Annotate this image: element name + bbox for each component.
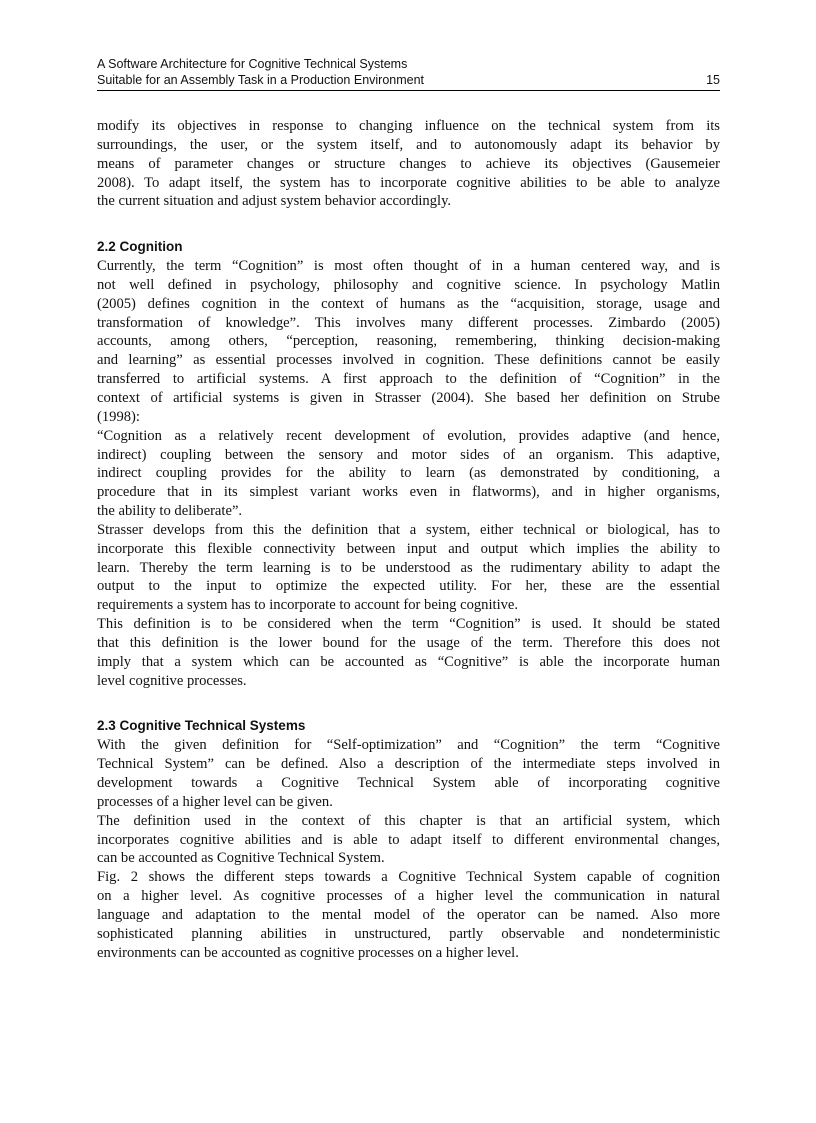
running-header [97,56,720,91]
text-line: means of parameter changes or structure changes to achieve its objectives (Gausemeier [97,155,720,172]
text-line: incorporates cognitive abilities and is able to adapt itself to different environmental changes, [97,831,720,848]
paragraph [97,615,720,690]
text-line: requirements a system has to incorporate to account for being cognitive. [97,597,519,614]
paragraph [97,812,720,869]
text-line: context of artificial systems is given in Strasser (2004). She based her definition on Strube [97,389,720,406]
section-heading: 2.2 Cognition [97,239,183,255]
header-title-line1: A Software Architecture for Cognitive Technical Systems [97,57,408,71]
text-line: processes of a higher level can be given. [97,793,333,810]
text-line: procedure that in its simplest variant works even in flatworms), and in higher organisms, [97,484,720,501]
text-line: the current situation and adjust system behavior accordingly. [97,193,452,210]
header-title-line2: Suitable for an Assembly Task in a Production Environment [97,73,425,87]
text-line: language and adaptation to the mental model of the operator can be named. Also more [97,906,720,923]
text-line: This definition is to be considered when the term “Cognition” is used. It should be stated [97,616,720,633]
text-line: transformation of knowledge”. This involves many different processes. Zimbardo (2005) [97,314,720,331]
page-body [97,117,720,962]
text-line: With the given definition for “Self-optimization” and “Cognition” the term “Cognitive [97,737,720,754]
paragraph [97,117,720,211]
text-line: 2008). To adapt itself, the system has to incorporate cognitive abilities to be able to analyze [97,174,720,191]
text-line: incorporate this flexible connectivity between input and output which implies the ability to [97,540,720,557]
text-line: the ability to deliberate”. [97,503,243,520]
text-line: Currently, the term “Cognition” is most often thought of in a human centered way, and is [97,258,720,275]
paragraph [97,427,720,521]
text-line: surroundings, the user, or the system itself, and to autonomously adapt its behavior by [97,136,720,153]
paragraph [97,257,720,427]
text-line: imply that a system which can be accounted as “Cognitive” is able the incorporate human [97,653,720,670]
text-line: not well defined in psychology, philosophy and cognitive science. In psychology Matlin [97,276,720,293]
text-line: learn. Thereby the term learning is to be understood as the rudimentary ability to adapt the [97,559,720,576]
text-line: that this definition is the lower bound for the usage of the term. Therefore this does not [97,634,720,651]
section-heading: 2.3 Cognitive Technical Systems [97,718,306,734]
text-line: Technical System” can be defined. Also a description of the intermediate steps involved in [97,756,720,773]
text-line: modify its objectives in response to changing influence on the technical system from its [97,118,720,134]
paragraph [97,868,720,962]
text-line: indirect) coupling between the sensory and motor sides of an organism. This adaptive, [97,446,720,463]
text-line: accounts, among others, “perception, reasoning, remembering, thinking decision-making [97,333,720,350]
text-line: “Cognition as a relatively recent development of evolution, provides adaptive (and hence, [97,427,720,444]
text-line: indirect coupling provides for the ability to learn (as demonstrated by conditioning, a [97,465,720,482]
page-number: 15 [706,73,720,87]
paragraph [97,736,720,811]
text-line: output to the input to optimize the expected utility. For her, these are the essential [97,578,720,595]
text-line: development towards a Cognitive Technical System able of incorporating cognitive [97,775,720,791]
text-line: (1998): [97,408,140,425]
text-line: and learning” as essential processes involved in cognition. These definitions cannot be easily [97,352,720,369]
text-line: transferred to artificial systems. A first approach to the definition of “Cognition” in the [97,371,720,388]
text-line: environments can be accounted as cognitive processes on a higher level. [97,944,519,961]
text-line: The definition used in the context of this chapter is that an artificial system, which [97,812,720,829]
text-line: on a higher level. As cognitive processes of a higher level the communication in natural [97,888,720,905]
text-line: sophisticated planning abilities in unstructured, partly observable and nondeterministic [97,925,720,942]
text-line: Fig. 2 shows the different steps towards a Cognitive Technical System capable of cognition [97,869,720,886]
text-line: level cognitive processes. [97,672,247,689]
text-line: (2005) defines cognition in the context of humans as the “acquisition, storage, usage and [97,295,720,312]
text-line: can be accounted as Cognitive Technical System. [97,850,385,867]
paragraph [97,521,720,615]
text-line: Strasser develops from this the definition that a system, either technical or biological, has to [97,521,720,538]
